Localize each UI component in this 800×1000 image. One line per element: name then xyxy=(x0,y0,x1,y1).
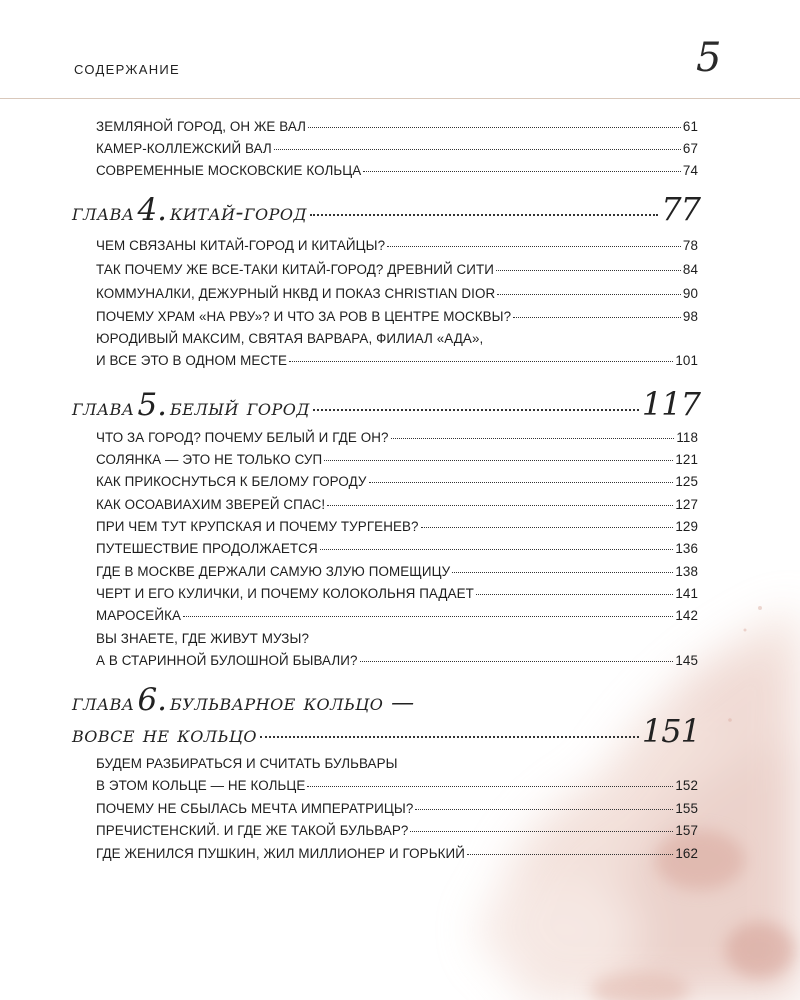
toc-entry[interactable] xyxy=(96,350,698,372)
dot-leader xyxy=(391,438,675,439)
dot-leader xyxy=(421,527,674,528)
entry-page: 98 xyxy=(682,309,698,324)
dot-leader xyxy=(320,549,674,550)
dot-leader xyxy=(274,149,681,150)
entry-title: ЧЕРТ И ЕГО КУЛИЧКИ, И ПОЧЕМУ КОЛОКОЛЬНЯ ПАДАЕТ xyxy=(96,586,474,601)
entry-title: КАК ОСОАВИАХИМ ЗВЕРЕЙ СПАС! xyxy=(96,497,326,512)
toc-entry[interactable] xyxy=(96,283,698,305)
entry-title: ТАК ПОЧЕМУ ЖЕ ВСЕ-ТАКИ КИТАЙ-ГОРОД? ДРЕВНИЙ СИТИ xyxy=(96,262,495,277)
chapter-heading-5[interactable] xyxy=(72,385,700,423)
entry-title: ЧЕМ СВЯЗАНЫ КИТАЙ-ГОРОД И КИТАЙЦЫ? xyxy=(96,238,386,253)
chapter-title: бульварное кольцо — xyxy=(170,690,415,716)
dot-leader xyxy=(496,270,681,271)
entry-page: 121 xyxy=(675,452,698,467)
entry-page: 84 xyxy=(682,262,698,277)
toc-entry[interactable] xyxy=(96,843,698,865)
chapter-number: 6. xyxy=(137,682,168,718)
dot-leader xyxy=(183,616,673,617)
entry-title: В ЭТОМ КОЛЬЦЕ — НЕ КОЛЬЦЕ xyxy=(96,778,306,793)
entry-page: 157 xyxy=(675,823,698,838)
toc-entry[interactable] xyxy=(96,160,698,182)
toc-entry[interactable] xyxy=(96,494,698,516)
chapter-heading-6-line2[interactable] xyxy=(72,712,700,750)
entry-title: КОММУНАЛКИ, ДЕЖУРНЫЙ НКВД И ПОКАЗ CHRISTIAN DIOR xyxy=(96,286,496,301)
header-title: СОДЕРЖАНИЕ xyxy=(74,62,181,77)
chapter-page: 117 xyxy=(641,385,700,423)
entry-title: СОЛЯНКА — ЭТО НЕ ТОЛЬКО СУП xyxy=(96,452,323,467)
entry-page: 162 xyxy=(675,846,698,861)
toc-entry[interactable] xyxy=(96,820,698,842)
toc-entry[interactable] xyxy=(96,583,698,605)
entry-page: 61 xyxy=(682,119,698,134)
chapter-label: глава xyxy=(72,395,135,421)
entry-page: 90 xyxy=(682,286,698,301)
dot-leader xyxy=(360,661,674,662)
dot-leader xyxy=(363,171,681,172)
toc-entry[interactable] xyxy=(96,449,698,471)
dot-leader xyxy=(467,854,673,855)
entry-page: 78 xyxy=(682,238,698,253)
toc-entry-line1[interactable] xyxy=(96,628,698,650)
entry-page: 142 xyxy=(675,608,698,623)
toc-entry[interactable] xyxy=(96,471,698,493)
entry-title: СОВРЕМЕННЫЕ МОСКОВСКИЕ КОЛЬЦА xyxy=(96,163,362,178)
entry-title: КАМЕР-КОЛЛЕЖСКИЙ ВАЛ xyxy=(96,141,272,156)
entry-title: КАК ПРИКОСНУТЬСЯ К БЕЛОМУ ГОРОДУ xyxy=(96,474,367,489)
dot-leader xyxy=(387,246,681,247)
dot-leader xyxy=(310,214,658,216)
entry-title: ПУТЕШЕСТВИЕ ПРОДОЛЖАЕТСЯ xyxy=(96,541,318,556)
chapter-page: 77 xyxy=(661,190,700,228)
dot-leader xyxy=(410,831,673,832)
toc-entry[interactable] xyxy=(96,306,698,328)
entry-page: 67 xyxy=(682,141,698,156)
chapter-label: глава xyxy=(72,690,135,716)
entry-title: ЮРОДИВЫЙ МАКСИМ, СВЯТАЯ ВАРВАРА, ФИЛИАЛ «АДА», xyxy=(96,331,484,346)
toc-entry-line1[interactable] xyxy=(96,753,698,775)
dot-leader xyxy=(497,294,681,295)
chapter-title: китай-город xyxy=(170,200,307,226)
toc-entry[interactable] xyxy=(96,561,698,583)
entry-title: И ВСЕ ЭТО В ОДНОМ МЕСТЕ xyxy=(96,353,288,368)
entry-title: ПОЧЕМУ НЕ СБЫЛАСЬ МЕЧТА ИМПЕРАТРИЦЫ? xyxy=(96,801,414,816)
entry-page: 125 xyxy=(675,474,698,489)
toc-entry-line1[interactable] xyxy=(96,328,698,350)
entry-title: ВЫ ЗНАЕТЕ, ГДЕ ЖИВУТ МУЗЫ? xyxy=(96,631,309,646)
dot-leader xyxy=(369,482,674,483)
toc-entry[interactable] xyxy=(96,427,698,449)
entry-title: ЧТО ЗА ГОРОД? ПОЧЕМУ БЕЛЫЙ И ГДЕ ОН? xyxy=(96,430,389,445)
entry-page: 129 xyxy=(675,519,698,534)
entry-title: МАРОСЕЙКА xyxy=(96,608,181,623)
chapter-number: 4. xyxy=(137,192,168,228)
entry-page: 74 xyxy=(682,163,698,178)
entry-page: 145 xyxy=(675,653,698,668)
toc-entry[interactable] xyxy=(96,605,698,627)
entry-page: 152 xyxy=(675,778,698,793)
entry-page: 127 xyxy=(675,497,698,512)
entry-title: ГДЕ В МОСКВЕ ДЕРЖАЛИ САМУЮ ЗЛУЮ ПОМЕЩИЦУ xyxy=(96,564,451,579)
toc-entry[interactable] xyxy=(96,138,698,160)
dot-leader xyxy=(452,572,673,573)
chapter-heading-4[interactable] xyxy=(72,190,700,228)
toc-entry[interactable] xyxy=(96,116,698,138)
entry-page: 141 xyxy=(675,586,698,601)
page-number: 5 xyxy=(696,35,722,81)
dot-leader xyxy=(308,127,681,128)
entry-page: 136 xyxy=(675,541,698,556)
entry-title: БУДЕМ РАЗБИРАТЬСЯ И СЧИТАТЬ БУЛЬВАРЫ xyxy=(96,756,398,771)
dot-leader xyxy=(327,505,673,506)
chapter-title-line2: вовсе не кольцо xyxy=(72,722,258,748)
entry-title: ПРИ ЧЕМ ТУТ КРУПСКАЯ И ПОЧЕМУ ТУРГЕНЕВ? xyxy=(96,519,419,534)
chapter-label: глава xyxy=(72,200,135,226)
dot-leader xyxy=(260,736,639,738)
entry-title: А В СТАРИННОЙ БУЛОШНОЙ БЫВАЛИ? xyxy=(96,653,358,668)
toc-entry[interactable] xyxy=(96,798,698,820)
entry-page: 138 xyxy=(675,564,698,579)
toc-entry[interactable] xyxy=(96,235,698,257)
entry-page: 155 xyxy=(675,801,698,816)
entry-title: ПОЧЕМУ ХРАМ «НА РВУ»? И ЧТО ЗА РОВ В ЦЕНТРЕ МОСКВЫ? xyxy=(96,309,512,324)
entry-title: ЗЕМЛЯНОЙ ГОРОД, ОН ЖЕ ВАЛ xyxy=(96,119,307,134)
chapter-number: 5. xyxy=(137,387,168,423)
dot-leader xyxy=(513,317,681,318)
chapter-title: белый город xyxy=(170,395,310,421)
entry-page: 118 xyxy=(676,430,698,445)
dot-leader xyxy=(307,786,673,787)
dot-leader xyxy=(324,460,673,461)
dot-leader xyxy=(415,809,673,810)
dot-leader xyxy=(476,594,673,595)
toc-entry[interactable] xyxy=(96,538,698,560)
chapter-page: 151 xyxy=(641,712,700,750)
toc-entry[interactable] xyxy=(96,516,698,538)
dot-leader xyxy=(313,409,639,411)
toc-entry[interactable] xyxy=(96,259,698,281)
entry-page: 101 xyxy=(675,353,698,368)
toc-entry[interactable] xyxy=(96,775,698,797)
dot-leader xyxy=(289,361,673,362)
toc-entry[interactable] xyxy=(96,650,698,672)
entry-title: ГДЕ ЖЕНИЛСЯ ПУШКИН, ЖИЛ МИЛЛИОНЕР И ГОРЬКИЙ xyxy=(96,846,465,861)
entry-title: ПРЕЧИСТЕНСКИЙ. И ГДЕ ЖЕ ТАКОЙ БУЛЬВАР? xyxy=(96,823,409,838)
